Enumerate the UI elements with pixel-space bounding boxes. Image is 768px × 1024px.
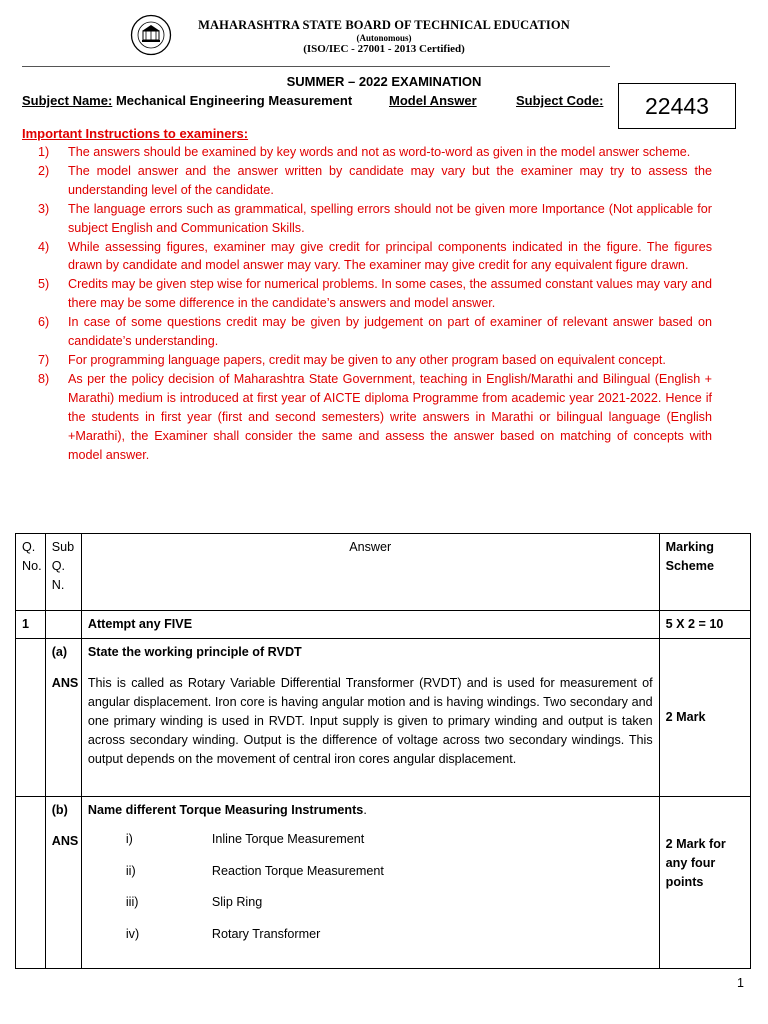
header-qno: Q. No. — [16, 534, 46, 611]
question-text: State the working principle of RVDT — [87, 645, 302, 659]
instructions-list — [38, 143, 712, 464]
table-row-question — [16, 611, 751, 639]
instruction-item: 1) The answers should be examined by key words and not as word-to-word as given in the model answer scheme. — [38, 145, 691, 159]
board-certification: (ISO/IEC - 27001 - 2013 Certified) — [303, 43, 465, 55]
instruction-item: 2) The model answer and the answer written by candidate may vary but the examiner may try to assess the understanding level of the candidate. — [38, 163, 712, 197]
answer-text: This is called as Rotary Variable Differential Transformer (RVDT) and is used for measurement of angular displacement. Iron core is having angular motion and is having windings. Two secondary and one primary winding is used in RVDT. Input supply is given to primary winding and output is taken across secondary winding. Output is the difference of voltage across two secondary windings. This output depends on the movement of central iron cores angular displacement. — [87, 676, 653, 766]
model-answer-label: Model Answer — [389, 93, 477, 108]
marks-cell: 2 Mark — [659, 639, 750, 797]
table-row — [16, 797, 751, 969]
subject-name-value: Mechanical Engineering Measurement — [115, 93, 353, 108]
model-answer-table — [15, 533, 751, 969]
table-row — [16, 639, 751, 797]
instruction-item: 6) In case of some questions credit may be given by judgement on part of examiner of relevant answer based on candidate’s understanding. — [38, 315, 712, 349]
instruction-item: 8) As per the policy decision of Maharashtra State Government, teaching in English/Marathi and Bilingual (English + Marathi) medium is introduced at first year of AICTE diploma Programme from academic year 2021-2022. Hence if the students in first year (first and second semesters) write answers in Marathi or bilingual language (English +Marathi), the Examiner shall consider the same and assess the answer based on matching of concepts with model answer. — [38, 371, 712, 462]
sub-question-label: (b) — [51, 803, 68, 817]
instruction-item: 5) Credits may be given step wise for numerical problems. In some cases, the assumed constant values may vary and there may be some difference in the candidate’s answers and model answer. — [38, 277, 712, 311]
board-name: MAHARASHTRA STATE BOARD OF TECHNICAL EDUCATION — [198, 18, 570, 32]
sub-question-label: (a) — [51, 645, 68, 659]
header-subq: Sub Q. N. — [45, 534, 81, 611]
question-marks: 5 X 2 = 10 — [659, 611, 750, 639]
instruction-item: 3) The language errors such as grammatical, spelling errors should not be given more Importance (Not applicable for subject English and Communication Skills. — [38, 201, 712, 235]
header-divider — [22, 66, 610, 67]
exam-title: SUMMER – 2022 EXAMINATION — [286, 74, 482, 89]
instruction-item: 7) For programming language papers, credit may be given to any other program based on equivalent concept. — [38, 352, 666, 367]
list-item: i) Inline Torque Measurement — [125, 832, 365, 846]
marks-cell: 2 Mark for any four points — [659, 797, 750, 969]
question-number: 1 — [16, 611, 46, 639]
sub-question-cell — [45, 639, 81, 797]
board-autonomous: (Autonomous) — [356, 33, 412, 43]
subject-code-label: Subject Code: — [516, 93, 604, 108]
question-instruction: Attempt any FIVE — [81, 611, 659, 639]
ans-label: ANS — [51, 676, 79, 690]
list-item: iii) Slip Ring — [125, 895, 263, 909]
header-marking-scheme: Marking Scheme — [659, 534, 750, 611]
list-item: ii) Reaction Torque Measurement — [125, 863, 384, 878]
table-header-row — [16, 534, 751, 611]
subject-code-box: 22443 — [618, 83, 736, 129]
subject-name-label: Subject Name: — [22, 93, 113, 108]
question-text: Name different Torque Measuring Instruments. — [87, 803, 367, 817]
subject-name-line — [22, 93, 352, 108]
answer-cell — [81, 797, 659, 969]
sub-question-cell — [45, 797, 81, 969]
instruction-item: 4) While assessing figures, examiner may give credit for principal components indicated in the figure. The figures drawn by candidate and model answer may vary. The examiner may give credit for any equivalent figure drawn. — [38, 239, 712, 273]
list-item: iv) Rotary Transformer — [125, 926, 321, 941]
page-number: 1 — [737, 976, 744, 990]
instructions-heading: Important Instructions to examiners: — [22, 126, 249, 141]
answer-cell — [81, 639, 659, 797]
ans-label: ANS — [51, 834, 79, 848]
header-answer: Answer — [81, 534, 659, 611]
answer-points — [88, 830, 653, 956]
